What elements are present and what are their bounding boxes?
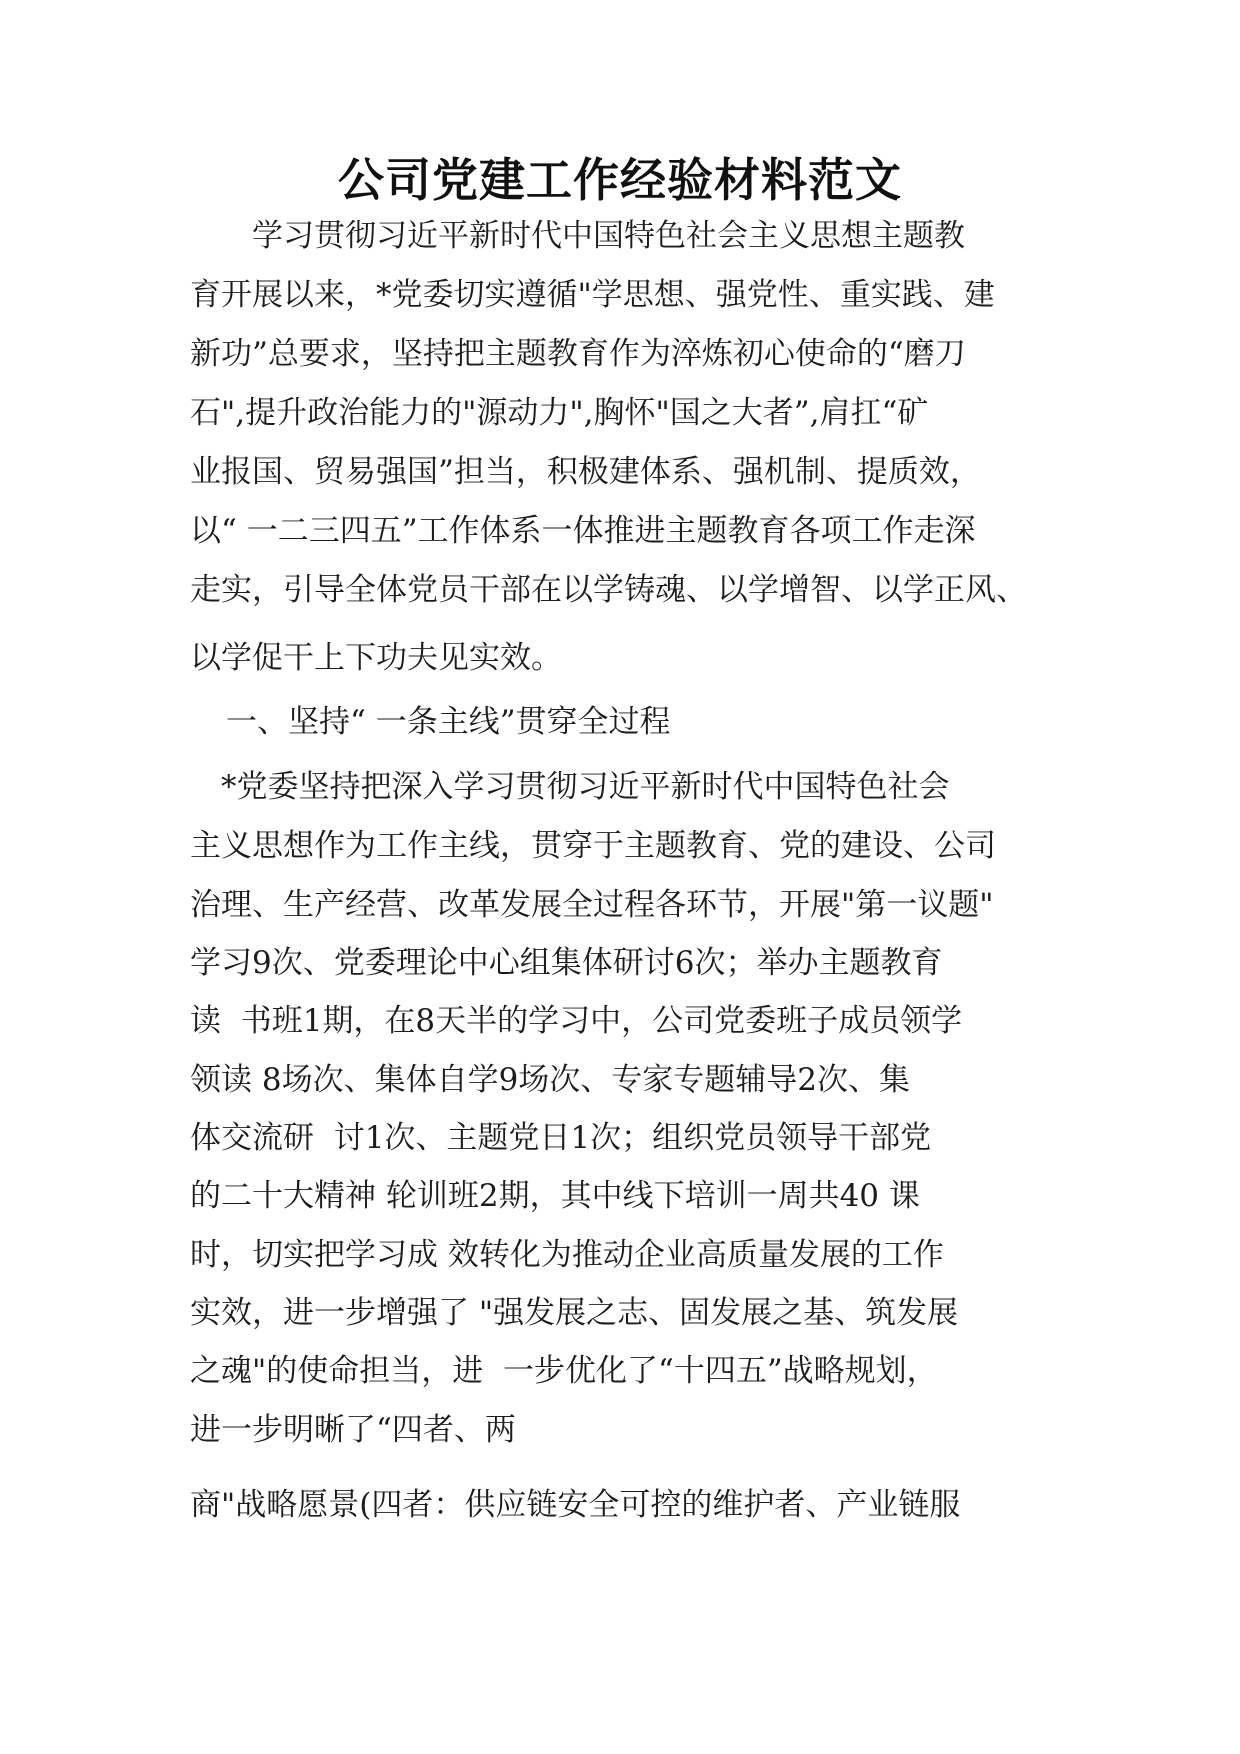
paragraph-2-line-6: 领读 8场次、集体自学9场次、专家专题辅导2次、集 bbox=[190, 1062, 911, 1098]
paragraph-2-line-1: *党委坚持把深入学习贯彻习近平新时代中国特色社会 bbox=[190, 769, 950, 805]
section-heading-1: 一、坚持“ 一条主线”贯穿全过程 bbox=[226, 704, 671, 740]
paragraph-1-line-8: 以学促干上下功夫见实效。 bbox=[190, 640, 562, 676]
paragraph-2-line-4: 学习9次、党委理论中心组集体研讨6次；举办主题教育 bbox=[190, 945, 943, 981]
paragraph-2-line-8: 的二十大精神 轮训班2期，其中线下培训一周共40 课 bbox=[190, 1178, 920, 1214]
document-title: 公司党建工作经验材料范文 bbox=[338, 153, 902, 207]
paragraph-1-line-6: 以“ 一二三四五”工作体系一体推进主题教育各项工作走深 bbox=[190, 513, 976, 549]
paragraph-1-line-1: 学习贯彻习近平新时代中国特色社会主义思想主题教 bbox=[190, 218, 965, 254]
paragraph-3-line-1: 商"战略愿景(四者：供应链安全可控的维护者、产业链服 bbox=[190, 1487, 961, 1523]
paragraph-1-line-5: 业报国、贸易强国”担当，积极建体系、强机制、提质效， bbox=[190, 454, 981, 490]
paragraph-2-line-10: 实效，进一步增强了 "强发展之志、固发展之基、筑发展 bbox=[190, 1295, 959, 1331]
paragraph-1-line-3: 新功”总要求，坚持把主题教育作为淬炼初心使命的“磨刀 bbox=[190, 336, 966, 372]
paragraph-2-line-11: 之魂"的使命担当，进 一步优化了“十四五”战略规划， bbox=[190, 1353, 938, 1389]
paragraph-2-line-3: 治理、生产经营、改革发展全过程各环节，开展"第一议题" bbox=[190, 887, 994, 923]
paragraph-1-line-7: 走实，引导全体党员干部在以学铸魂、以学增智、以学正风、 bbox=[190, 572, 1027, 608]
paragraph-2-line-5: 读 书班1期，在8天半的学习中，公司党委班子成员领学 bbox=[190, 1003, 963, 1039]
paragraph-2-line-7: 体交流研 讨1次、主题党日1次；组织党员领导干部党 bbox=[190, 1120, 932, 1156]
paragraph-2-line-12: 进一步明晰了“四者、两 bbox=[190, 1412, 516, 1448]
paragraph-2-line-9: 时，切实把学习成 效转化为推动企业高质量发展的工作 bbox=[190, 1237, 944, 1273]
paragraph-2-line-2: 主义思想作为工作主线，贯穿于主题教育、党的建设、公司 bbox=[190, 828, 996, 864]
paragraph-1-line-4: 石",提升政治能力的"源动力",胸怀"国之大者”,肩扛“矿 bbox=[190, 395, 929, 431]
paragraph-1-line-2: 育开展以来，*党委切实遵循"学思想、强党性、重实践、建 bbox=[190, 277, 995, 313]
